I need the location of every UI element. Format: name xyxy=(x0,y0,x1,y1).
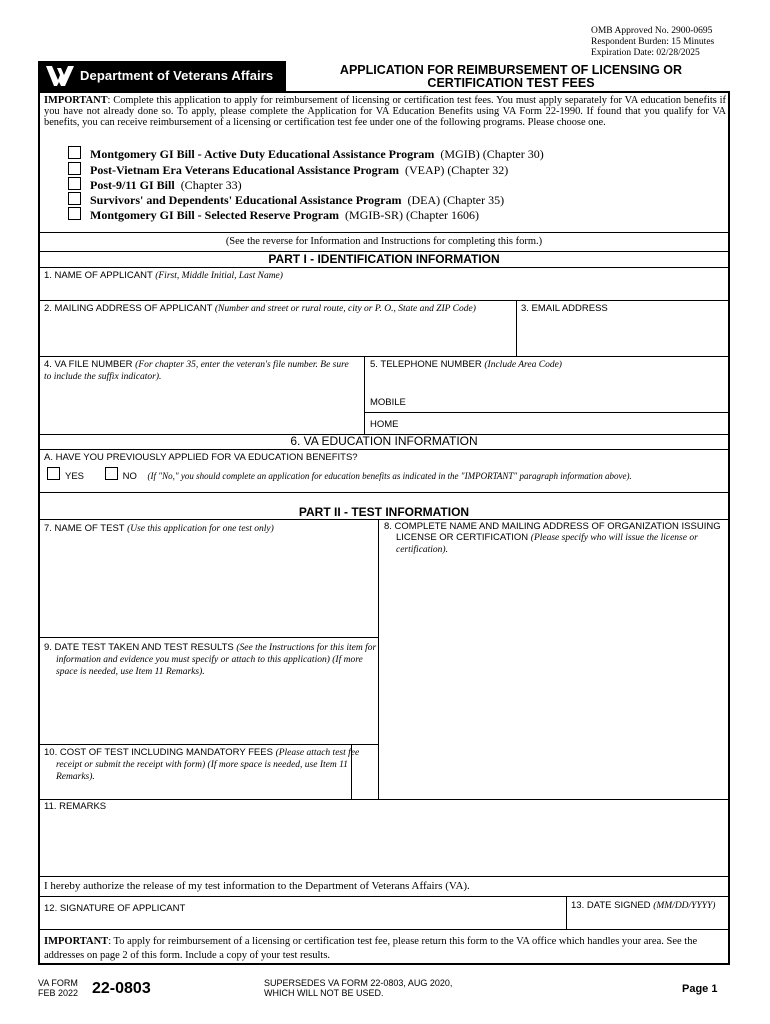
divider xyxy=(38,449,730,450)
program-option-mgib[interactable] xyxy=(68,146,544,161)
program-name: Montgomery GI Bill - Selected Reserve Program xyxy=(90,208,340,222)
field-hint: (See the Instructions for this item for information and evidence you must specify or attach to this application) (If more space is needed, use Item 11 Remarks). xyxy=(56,643,377,677)
divider xyxy=(516,300,517,356)
reverse-note: (See the reverse for Information and Instructions for completing this form.) xyxy=(225,236,543,247)
omb-expiration: Expiration Date: 02/28/2025 xyxy=(591,48,700,58)
prev-applied-options xyxy=(47,467,632,482)
program-name: Post-Vietnam Era Veterans Educational Assistance Program xyxy=(90,163,399,177)
supersedes-line1: SUPERSEDES VA FORM 22-0803, AUG 2020, xyxy=(264,978,453,988)
yes-label: YES xyxy=(65,471,85,482)
form-date: FEB 2022 xyxy=(38,988,79,998)
program-detail: (Chapter 33) xyxy=(180,178,242,192)
yes-option[interactable] xyxy=(47,471,84,482)
prev-applied-note: (If "No," you should complete an application for education benefits as indicated in the "IMPORTANT" paragraph information above). xyxy=(147,471,632,481)
program-detail: (MGIB-SR) (Chapter 1606) xyxy=(345,208,480,222)
footer-form-id xyxy=(38,978,78,998)
program-option-dea[interactable] xyxy=(68,192,504,207)
omb-burden: Respondent Burden: 15 Minutes xyxy=(591,37,715,47)
no-option[interactable] xyxy=(105,471,137,482)
field-label: 8. COMPLETE NAME AND MAILING ADDRESS OF ORGANIZATION ISSUING LICENSE OR CERTIFICATION xyxy=(384,521,721,543)
field-label: 13. DATE SIGNED xyxy=(571,900,651,911)
important-label: IMPORTANT xyxy=(44,936,109,947)
field-label: 1. NAME OF APPLICANT xyxy=(44,270,153,281)
program-detail: (MGIB) (Chapter 30) xyxy=(440,147,544,161)
field-label: 10. COST OF TEST INCLUDING MANDATORY FEES xyxy=(44,747,273,758)
section6-heading: 6. VA EDUCATION INFORMATION xyxy=(290,434,478,448)
program-option-post911[interactable] xyxy=(68,177,242,192)
divider xyxy=(38,896,730,897)
va-logo-icon xyxy=(46,64,74,88)
field-label: 3. EMAIL ADDRESS xyxy=(521,303,608,314)
phone-home-label: HOME xyxy=(370,419,399,430)
field-1-name-of-applicant[interactable] xyxy=(44,270,283,282)
page-number: Page 1 xyxy=(682,983,718,995)
form-label: VA FORM xyxy=(38,978,78,988)
form-title-line2: CERTIFICATION TEST FEES xyxy=(427,76,595,90)
field-label: 5. TELEPHONE NUMBER xyxy=(370,359,482,370)
field-5-telephone-number[interactable] xyxy=(370,359,562,371)
field-hint: (Include Area Code) xyxy=(484,360,562,370)
program-checkbox[interactable] xyxy=(68,146,81,159)
program-detail: (VEAP) (Chapter 32) xyxy=(404,163,509,177)
divider xyxy=(364,356,365,434)
field-label: 9. DATE TEST TAKEN AND TEST RESULTS xyxy=(44,642,234,653)
divider xyxy=(38,356,730,357)
divider xyxy=(38,637,378,638)
no-label: NO xyxy=(122,471,137,482)
omb-info xyxy=(591,26,714,59)
form-number: 22-0803 xyxy=(92,980,151,997)
field-10-cost-of-test[interactable] xyxy=(44,747,366,783)
field-hint: (Please attach test fee receipt or submit the receipt with form) (If more space is needed, use Item 11 Remarks). xyxy=(56,748,360,782)
department-name: Department of Veterans Affairs xyxy=(80,68,274,83)
divider xyxy=(38,492,730,493)
supersedes-line2: WHICH WILL NOT BE USED. xyxy=(264,988,384,998)
program-checkbox[interactable] xyxy=(68,162,81,175)
field-hint: (Please specify who will issue the license or certification). xyxy=(396,533,698,555)
field-hint: (Number and street or rural route, city or P. O., State and ZIP Code) xyxy=(214,304,476,314)
field-9-date-and-results[interactable] xyxy=(44,642,384,678)
part1-heading: PART I - IDENTIFICATION INFORMATION xyxy=(268,252,500,266)
program-name: Post-9/11 GI Bill xyxy=(90,178,175,192)
divider xyxy=(38,267,730,268)
program-option-mgib-sr[interactable] xyxy=(68,207,479,222)
program-detail: (DEA) (Chapter 35) xyxy=(407,193,505,207)
phone-mobile-label: MOBILE xyxy=(370,397,406,408)
field-label: 4. VA FILE NUMBER xyxy=(44,359,133,370)
program-name: Montgomery GI Bill - Active Duty Educational Assistance Program xyxy=(90,147,435,161)
divider xyxy=(351,744,352,799)
form-title xyxy=(296,64,726,90)
program-checkbox[interactable] xyxy=(68,192,81,205)
yes-checkbox[interactable] xyxy=(47,467,60,480)
program-checkbox[interactable] xyxy=(68,177,81,190)
field-hint: (First, Middle Initial, Last Name) xyxy=(155,271,283,281)
important-paragraph xyxy=(44,95,726,128)
divider xyxy=(38,744,378,745)
important-text: : To apply for reimbursement of a licensing or certification test fee, please return this form to the VA office which handles your area. See the addresses on page 2 of this form. Include a copy of your test results. xyxy=(44,936,698,961)
divider xyxy=(38,929,730,930)
program-checkbox[interactable] xyxy=(68,207,81,220)
program-option-veap[interactable] xyxy=(68,162,508,177)
field-label: 12. SIGNATURE OF APPLICANT xyxy=(44,903,186,914)
field-label: 7. NAME OF TEST xyxy=(44,523,125,534)
part2-heading: PART II - TEST INFORMATION xyxy=(298,505,470,519)
field-7-name-of-test[interactable] xyxy=(44,523,374,535)
supersedes-note xyxy=(264,978,452,998)
field-hint: (For chapter 35, enter the veteran's file number. Be sure to include the suffix indicator). xyxy=(44,360,349,382)
va-header-banner xyxy=(38,61,286,91)
field-11-remarks[interactable] xyxy=(44,801,106,812)
field-2-mailing-address[interactable] xyxy=(44,303,514,315)
divider xyxy=(38,799,730,800)
divider xyxy=(38,519,730,520)
divider xyxy=(38,232,730,233)
field-hint: (Use this application for one test only) xyxy=(127,524,274,534)
field-12-signature[interactable] xyxy=(44,903,185,914)
field-hint: (MM/DD/YYYY) xyxy=(653,901,716,911)
important-return-note xyxy=(44,935,726,963)
prev-applied-question: A. HAVE YOU PREVIOUSLY APPLIED FOR VA EDUCATION BENEFITS? xyxy=(44,452,358,463)
no-checkbox[interactable] xyxy=(105,467,118,480)
divider xyxy=(566,896,567,929)
field-13-date-signed[interactable] xyxy=(571,900,715,912)
important-text: : Complete this application to apply for reimbursement of licensing or certification test fees. You must apply separately for VA education benefits if you have not already done so. To apply, please complete the Application for VA Education Benefits using VA Form 22-1990. If found that you qualify for VA benefits, you can receive reimbursement of a licensing or certification test fee under one of the following programs. Please choose one. xyxy=(44,95,726,128)
field-4-va-file-number[interactable] xyxy=(44,359,356,383)
divider xyxy=(38,876,730,877)
field-label: 11. REMARKS xyxy=(44,801,107,812)
important-label: IMPORTANT xyxy=(44,95,108,106)
form-title-line1: APPLICATION FOR REIMBURSEMENT OF LICENSING OR xyxy=(339,63,683,77)
field-label: 2. MAILING ADDRESS OF APPLICANT xyxy=(44,303,213,314)
field-8-issuing-organization[interactable] xyxy=(384,521,736,556)
program-name: Survivors' and Dependents' Educational Assistance Program xyxy=(90,193,402,207)
field-3-email-address[interactable] xyxy=(521,303,608,314)
authorization-statement: I hereby authorize the release of my test information to the Department of Veterans Affairs (VA). xyxy=(44,880,470,892)
divider xyxy=(38,300,730,301)
divider xyxy=(364,412,730,413)
omb-approval: OMB Approved No. 2900-0695 xyxy=(591,26,713,36)
